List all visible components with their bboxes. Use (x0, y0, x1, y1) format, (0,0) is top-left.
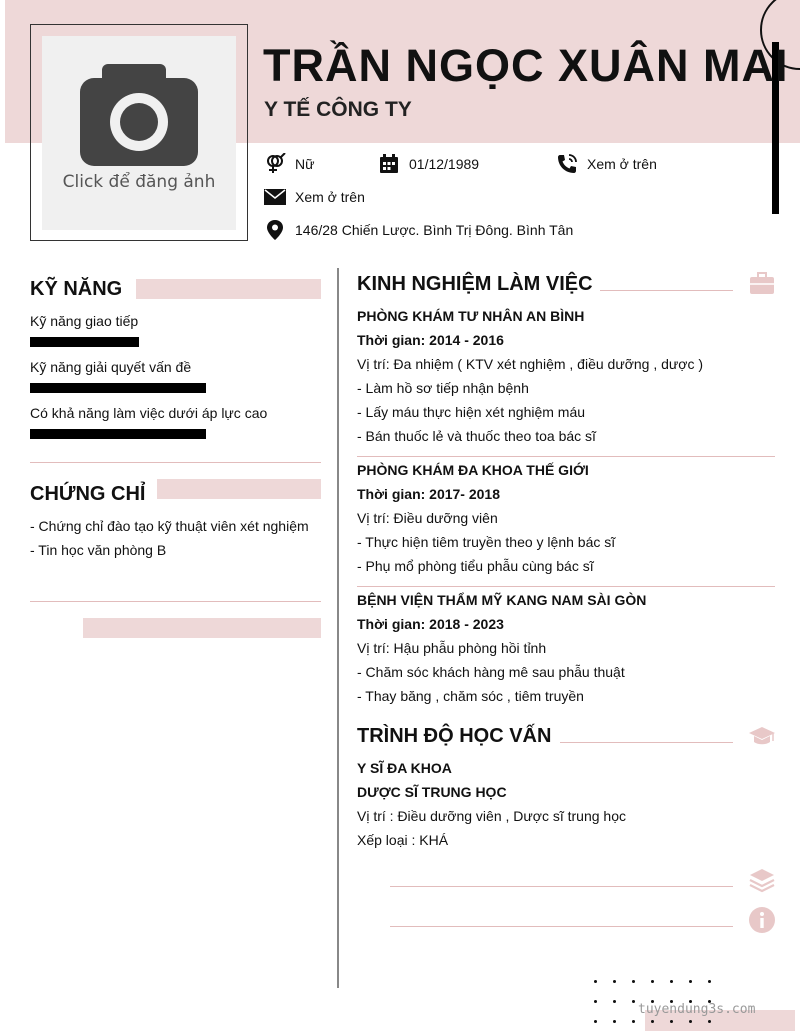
certificates-title-accent (157, 479, 321, 499)
gender-icon (264, 153, 286, 175)
decorative-dot (594, 980, 597, 983)
section-divider (30, 601, 321, 602)
job-detail: - Thực hiện tiêm truyền theo y lệnh bác sĩ (357, 534, 616, 550)
email-row (264, 186, 365, 208)
decorative-dot (670, 1020, 673, 1023)
education-title: TRÌNH ĐỘ HỌC VẤN (357, 725, 552, 747)
job-detail: Vị trí: Điều dưỡng viên (357, 510, 498, 526)
certificate-item: - Chứng chỉ đào tạo kỹ thuật viên xét nghiệm (30, 518, 309, 534)
education-degree: DƯỢC SĨ TRUNG HỌC (357, 784, 507, 800)
gender-value: Nữ (295, 156, 315, 172)
layers-icon (748, 866, 776, 894)
certificates-title: CHỨNG CHỈ (30, 483, 146, 505)
decorative-dot (594, 1020, 597, 1023)
decorative-dot (708, 1020, 711, 1023)
graduation-cap-icon (748, 722, 776, 750)
job-detail: - Bán thuốc lẻ và thuốc theo toa bác sĩ (357, 428, 596, 444)
section-divider (30, 462, 321, 463)
decorative-dot (651, 1020, 654, 1023)
skill-label: Có khả năng làm việc dưới áp lực cao (30, 405, 268, 421)
skill-level-bar (30, 337, 139, 347)
experience-title-line (600, 290, 733, 291)
education-title-line (560, 742, 733, 743)
job-period: Thời gian: 2018 - 2023 (357, 616, 504, 632)
decorative-dot (594, 1000, 597, 1003)
certificate-item: - Tin học văn phòng B (30, 542, 167, 558)
phone-value: Xem ở trên (587, 156, 657, 172)
education-degree: Y SĨ ĐA KHOA (357, 760, 452, 776)
job-divider (357, 586, 775, 587)
job-detail: - Thay băng , chăm sóc , tiêm truyền (357, 688, 584, 704)
empty-section-line (390, 886, 733, 887)
job-period: Thời gian: 2014 - 2016 (357, 332, 504, 348)
job-detail: Vị trí: Đa nhiệm ( KTV xét nghiệm , điều dưỡng , dược ) (357, 356, 704, 372)
job-detail: - Chăm sóc khách hàng mê sau phẫu thuật (357, 664, 625, 680)
company-name: PHÒNG KHÁM ĐA KHOA THẾ GIỚI (357, 462, 589, 478)
education-detail: Vị trí : Điều dưỡng viên , Dược sĩ trung học (357, 808, 626, 824)
decorative-dot (613, 1000, 616, 1003)
job-divider (357, 456, 775, 457)
skill-level-bar (30, 383, 206, 393)
skill-label: Kỹ năng giải quyết vấn đề (30, 359, 192, 375)
camera-icon[interactable] (80, 64, 198, 166)
decorative-dot (708, 980, 711, 983)
education-detail: Xếp loại : KHÁ (357, 832, 449, 848)
decorative-dot (632, 1000, 635, 1003)
job-detail: - Phụ mổ phòng tiểu phẫu cùng bác sĩ (357, 558, 594, 574)
skills-title-accent (136, 279, 321, 299)
address-value: 146/28 Chiến Lược. Bình Trị Đông. Bình Tân (295, 222, 574, 238)
location-pin-icon (264, 219, 286, 241)
job-title: Y TẾ CÔNG TY (264, 98, 412, 121)
decorative-dot (689, 980, 692, 983)
gender-row (264, 153, 314, 175)
skills-title: KỸ NĂNG (30, 278, 123, 300)
watermark: tuyendung3s.com (638, 1002, 756, 1017)
empty-section-line (390, 926, 733, 927)
address-row (264, 219, 573, 241)
decorative-dot (670, 980, 673, 983)
decorative-dot (632, 980, 635, 983)
company-name: PHÒNG KHÁM TƯ NHÂN AN BÌNH (357, 308, 585, 324)
decorative-dot (613, 980, 616, 983)
decorative-dot (651, 980, 654, 983)
calendar-icon (378, 153, 400, 175)
job-detail: - Lấy máu thực hiện xét nghiệm máu (357, 404, 586, 420)
info-icon (748, 906, 776, 934)
experience-title: KINH NGHIỆM LÀM VIỆC (357, 273, 593, 295)
decorative-dot (689, 1020, 692, 1023)
decorative-dot (613, 1020, 616, 1023)
birthday-value: 01/12/1989 (409, 156, 480, 172)
job-detail: - Làm hồ sơ tiếp nhận bệnh (357, 380, 529, 396)
email-value: Xem ở trên (295, 189, 365, 205)
email-icon (264, 186, 286, 208)
phone-row (556, 153, 657, 175)
decorative-dot (632, 1020, 635, 1023)
photo-upload-caption[interactable]: Click để đăng ảnh (62, 172, 216, 192)
briefcase-icon (748, 270, 776, 298)
skill-label: Kỹ năng giao tiếp (30, 313, 139, 329)
candidate-name: TRẦN NGỌC XUÂN MAI (263, 40, 789, 91)
job-period: Thời gian: 2017- 2018 (357, 486, 501, 502)
job-detail: Vị trí: Hậu phẫu phòng hồi tỉnh (357, 640, 547, 656)
phone-icon (556, 153, 578, 175)
company-name: BỆNH VIỆN THẨM MỸ KANG NAM SÀI GÒN (357, 592, 647, 608)
birthday-row (378, 153, 479, 175)
skill-level-bar (30, 429, 206, 439)
column-divider (337, 268, 339, 988)
empty-section-accent (83, 618, 321, 638)
